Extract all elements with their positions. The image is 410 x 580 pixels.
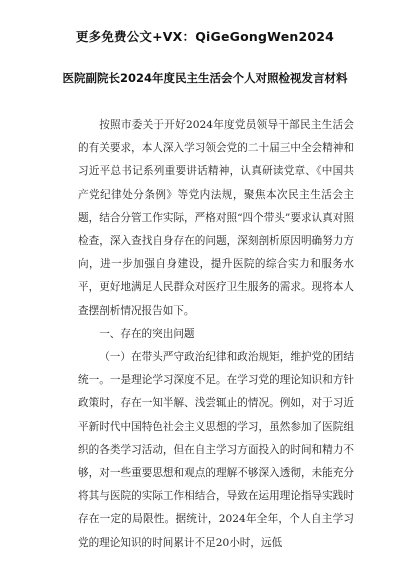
- promo-header: 更多免费公文+VX：QiGeGongWen2024: [75, 29, 335, 44]
- section-paragraph: （一）在带头严守政治纪律和政治规矩，维护党的团结统一。一是理论学习深度不足。在学习党的理论知识和方针政策时，存在一知半解、浅尝辄止的情况。例如，对于习近平新时代中国特色社会主义思想的学习，虽然参加了医院组织的各类学习活动，但在自主学习方面投入的时间和精力不够，对一些重要思想和观点的理解不够深入透彻，未能充分将其与医院的实际工作相结合，导致在运用理论指导实践时存在一定的局限性。据统计，2024年全年，个人自主学习党的理论知识的时间累计不足20小时，远低: [78, 351, 354, 549]
- intro-paragraph: 按照市委关于开好2024年度党员领导干部民主生活会的有关要求，本人深入学习领会党的二十届三中全会精神和习近平总书记系列重要讲话精神，认真研读党章、《中国共产党纪律处分条例》等党内法规，聚焦本次民主生活会主题，结合分管工作实际，严格对照“四个带头”要求认真对照检查，深入查找自身存在的问题，深刻剖析原因明确努力方向，进一步加强自身建设，提升医院的综合实力和服务水平，更好地满足人民群众对医疗卫生服务的需求。现将本人查摆剖析情况报告如下。: [78, 119, 354, 317]
- document-body: [78, 114, 354, 555]
- document-title: 医院副院长2024年度民主生活会个人对照检视发言材料: [62, 71, 348, 85]
- section-heading: 一、存在的突出问题: [99, 327, 195, 340]
